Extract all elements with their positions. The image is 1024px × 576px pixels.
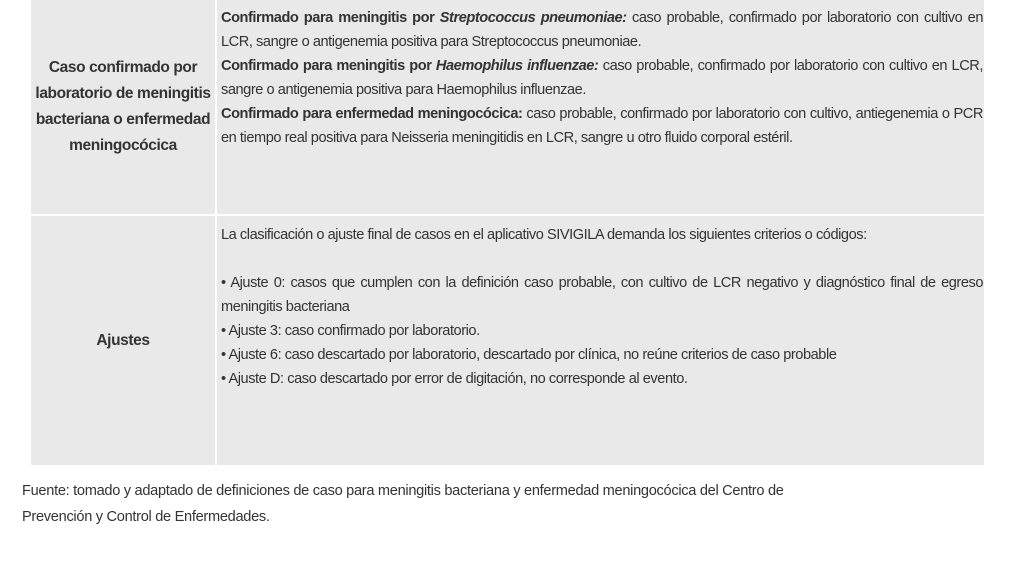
entry-lead: Confirmado para meningitis por xyxy=(221,58,436,74)
entry-text: caso probable, confirmado por laboratorio con cultivo en LCR, sangre o antigenemia positiva para Streptococcus pneumoniae. xyxy=(221,10,983,50)
entry-lead: Confirmado para enfermedad meningocócica: xyxy=(221,106,523,122)
adjustments-intro: La clasificación o ajuste final de casos en el aplicativo SIVIGILA demanda los siguientes criterios o códigos: xyxy=(221,227,867,243)
row-label-adjustments: Ajustes xyxy=(96,331,150,349)
adjustment-item: • Ajuste D: caso descartado por error de digitación, no corresponde al evento. xyxy=(221,371,688,387)
entry-text: caso probable, confirmado por laboratorio con cultivo, antiegenemia o PCR en tiempo real positiva para Neisseria meningitidis en LCR, sangre u otro fluido corporal estéril. xyxy=(221,106,983,146)
entry-lead: Confirmado para meningitis por xyxy=(221,10,440,26)
source-note xyxy=(22,478,982,530)
row-content-adjustments xyxy=(221,223,983,391)
table-row-confirmed xyxy=(31,0,984,214)
entry-meningococcal xyxy=(221,102,983,150)
source-line: Fuente: tomado y adaptado de definiciones de caso para meningitis bacteriana y enfermedad meningocócica del Centro de xyxy=(22,483,784,499)
entry-streptococcus xyxy=(221,6,983,54)
row-content-confirmed xyxy=(221,6,983,150)
entry-organism: Streptococcus pneumoniae: xyxy=(439,10,627,26)
case-definition-table xyxy=(31,0,984,465)
entry-haemophilus xyxy=(221,54,983,102)
adjustment-item: • Ajuste 0: casos que cumplen con la definición caso probable, con cultivo de LCR negativo y diagnóstico final de egreso meningitis bacteriana xyxy=(221,275,983,315)
row-label-confirmed: Caso confirmado por laboratorio de meningitis bacteriana o enfermedad meningocócica xyxy=(35,59,211,154)
table-row-adjustments xyxy=(31,216,984,465)
source-line: Prevención y Control de Enfermedades. xyxy=(22,509,270,525)
entry-text: caso probable, confirmado por laboratorio con cultivo en LCR, sangre o antigenemia positiva para Haemophilus influenzae. xyxy=(221,58,983,98)
entry-organism: Haemophilus influenzae: xyxy=(435,58,599,74)
adjustment-item: • Ajuste 6: caso descartado por laboratorio, descartado por clínica, no reúne criterios de caso probable xyxy=(221,347,837,363)
spacer xyxy=(221,247,983,271)
adjustment-item: • Ajuste 3: caso confirmado por laboratorio. xyxy=(221,323,480,339)
